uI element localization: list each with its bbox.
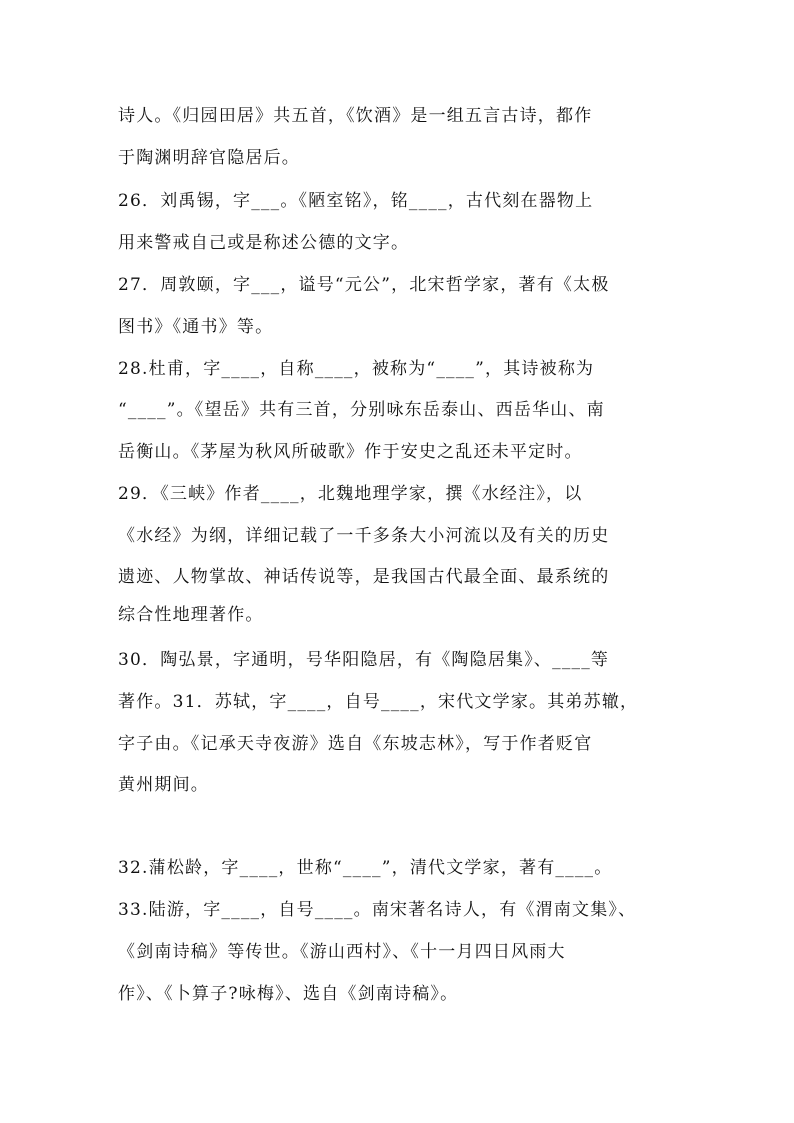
text-line-17: 黄州期间。 [118, 775, 209, 795]
text-line-12: 遗迹、人物掌故、神话传说等，是我国古代最全面、最系统的 [118, 567, 610, 587]
text-line-8: “____”。《望岳》共有三首，分别咏东岳泰山、西岳华山、南 [118, 400, 605, 420]
text-line-15: 著作。31．苏轼，字____，自号____，宋代文学家。其弟苏辙， [118, 692, 639, 712]
text-line-16: 字子由。《记承天寺夜游》选自《东坡志林》，写于作者贬官 [118, 734, 593, 754]
text-line-20: 《剑南诗稿》等传世。《游山西村》、《十一月四日风雨大 [118, 942, 566, 962]
text-line-1: 诗人。《归园田居》共五首，《饮酒》是一组五言古诗，都作 [118, 106, 593, 126]
text-line-18: 32.蒲松龄，字____，世称“____”，清代文学家，著有____。 [118, 858, 613, 878]
text-line-7: 28.杜甫，字____，自称____，被称为“____”，其诗被称为 [118, 359, 595, 379]
text-line-5: 27．周敦颐，字___，谥号“元公”，北宋哲学家，著有《太极 [118, 275, 610, 295]
text-line-6: 图书》《通书》等。 [118, 317, 274, 337]
text-line-10: 29．《三峡》作者____，北魏地理学家，撰《水经注》，以 [118, 484, 583, 504]
text-line-13: 综合性地理著作。 [118, 605, 264, 625]
text-line-3: 26．刘禹锡，字___。《陋室铭》，铭____，古代刻在器物上 [118, 191, 594, 211]
text-line-14: 30．陶弘景，字通明，号华阳隐居，有《陶隐居集》、____等 [118, 650, 610, 670]
text-line-4: 用来警戒自己或是称述公德的文字。 [118, 233, 410, 253]
text-line-11: 《水经》为纲，详细记载了一千多条大小河流以及有关的历史 [118, 526, 610, 546]
text-line-9: 岳衡山。《茅屋为秋风所破歌》作于安史之乱还未平定时。 [118, 442, 583, 462]
text-line-21: 作》、《卜算子?咏梅》、选自《剑南诗稿》。 [118, 984, 459, 1004]
text-line-2: 于陶渊明辞官隐居后。 [118, 148, 300, 168]
text-line-19: 33.陆游，字____，自号____。南宋著名诗人，有《渭南文集》、 [118, 900, 637, 920]
